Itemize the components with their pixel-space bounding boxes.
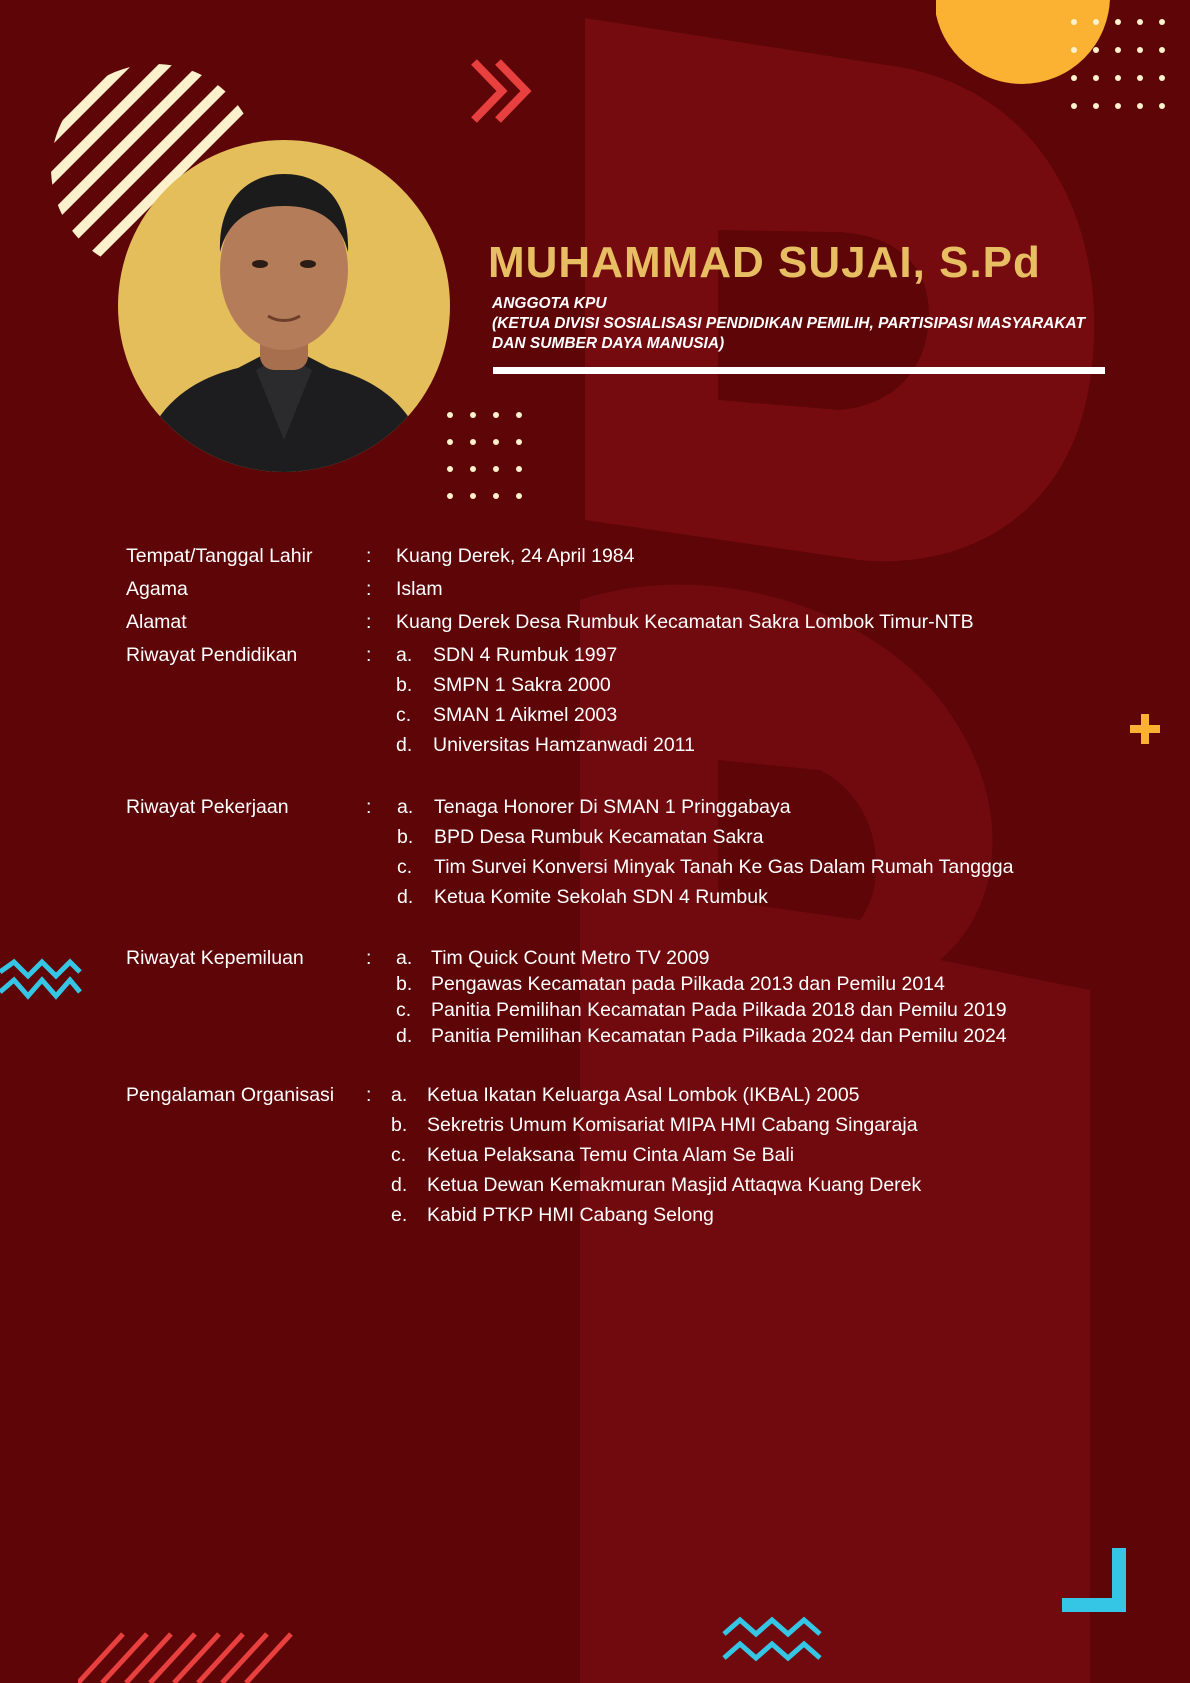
list-letter: d. [396, 1025, 413, 1047]
role-division-line2: DAN SUMBER DAYA MANUSIA) [492, 335, 725, 352]
education-row [126, 644, 1126, 770]
organization-label: Pengalaman Organisasi [126, 1084, 335, 1106]
zigzag-icon [0, 958, 84, 1008]
list-text: Ketua Pelaksana Temu Cinta Alam Se Bali [427, 1144, 795, 1166]
list-text: SMPN 1 Sakra 2000 [433, 674, 611, 696]
corner-bracket-icon [1062, 1548, 1128, 1614]
religion-row [126, 578, 1126, 604]
double-chevron-icon [468, 56, 538, 126]
zigzag-icon-bottom [722, 1616, 826, 1668]
colon: : [366, 644, 372, 666]
work-row [126, 796, 1126, 922]
colon: : [366, 796, 372, 818]
list-text: Ketua Ikatan Keluarga Asal Lombok (IKBAL) 2005 [427, 1084, 860, 1106]
birth-label: Tempat/Tanggal Lahir [126, 545, 313, 567]
colon: : [366, 578, 372, 600]
list-letter: a. [397, 796, 414, 818]
religion-label: Agama [126, 578, 188, 600]
list-letter: d. [396, 734, 413, 756]
list-letter: b. [391, 1114, 408, 1136]
list-letter: d. [391, 1174, 408, 1196]
list-text: Panitia Pemilihan Kecamatan Pada Pilkada 2018 dan Pemilu 2019 [431, 999, 1007, 1021]
list-letter: b. [396, 674, 413, 696]
list-letter: c. [396, 704, 412, 726]
profile-photo [118, 140, 450, 472]
role-block [492, 294, 1132, 354]
list-text: Panitia Pemilihan Kecamatan Pada Pilkada 2024 dan Pemilu 2024 [431, 1025, 1007, 1047]
person-name: MUHAMMAD SUJAI, S.Pd [488, 238, 1041, 287]
work-label: Riwayat Pekerjaan [126, 796, 289, 818]
colon: : [366, 545, 372, 567]
religion-value: Islam [396, 578, 443, 600]
role-title: ANGGOTA KPU [492, 295, 607, 312]
dot-grid-center [440, 405, 540, 510]
red-stripes-bottom [78, 1630, 298, 1683]
list-text: Ketua Komite Sekolah SDN 4 Rumbuk [434, 886, 768, 908]
role-division-line1: (KETUA DIVISI SOSIALISASI PENDIDIKAN PEMILIH, PARTISIPASI MASYARAKAT [492, 315, 1086, 332]
list-letter: c. [396, 999, 412, 1021]
list-text: Kabid PTKP HMI Cabang Selong [427, 1204, 714, 1226]
list-letter: a. [396, 947, 413, 969]
list-letter: a. [396, 644, 413, 666]
plus-icon [1128, 712, 1162, 746]
organization-row [126, 1084, 1126, 1240]
education-label: Riwayat Pendidikan [126, 644, 298, 666]
dot-grid-top-right [1066, 14, 1176, 114]
list-text: Sekretris Umum Komisariat MIPA HMI Cabang Singaraja [427, 1114, 918, 1136]
list-letter: c. [391, 1144, 407, 1166]
list-text: BPD Desa Rumbuk Kecamatan Sakra [434, 826, 764, 848]
colon: : [366, 611, 372, 633]
list-text: Pengawas Kecamatan pada Pilkada 2013 dan Pemilu 2014 [431, 973, 945, 995]
colon: : [366, 947, 372, 969]
address-row [126, 611, 1126, 637]
list-letter: a. [391, 1084, 408, 1106]
list-letter: b. [397, 826, 414, 848]
list-text: SDN 4 Rumbuk 1997 [433, 644, 618, 666]
birth-value: Kuang Derek, 24 April 1984 [396, 545, 635, 567]
list-letter: b. [396, 973, 413, 995]
list-letter: d. [397, 886, 414, 908]
list-text: Tim Quick Count Metro TV 2009 [431, 947, 710, 969]
header-divider [493, 367, 1105, 374]
election-row [126, 947, 1126, 1057]
election-label: Riwayat Kepemiluan [126, 947, 304, 969]
colon: : [366, 1084, 372, 1106]
list-text: Tenaga Honorer Di SMAN 1 Pringgabaya [434, 796, 791, 818]
list-letter: e. [391, 1204, 408, 1226]
list-text: Ketua Dewan Kemakmuran Masjid Attaqwa Kuang Derek [427, 1174, 922, 1196]
birth-row [126, 545, 1126, 571]
address-label: Alamat [126, 611, 187, 633]
list-letter: c. [397, 856, 413, 878]
address-value: Kuang Derek Desa Rumbuk Kecamatan Sakra Lombok Timur-NTB [396, 611, 974, 633]
list-text: SMAN 1 Aikmel 2003 [433, 704, 618, 726]
list-text: Universitas Hamzanwadi 2011 [433, 734, 695, 756]
list-text: Tim Survei Konversi Minyak Tanah Ke Gas Dalam Rumah Tanggga [434, 856, 1014, 878]
